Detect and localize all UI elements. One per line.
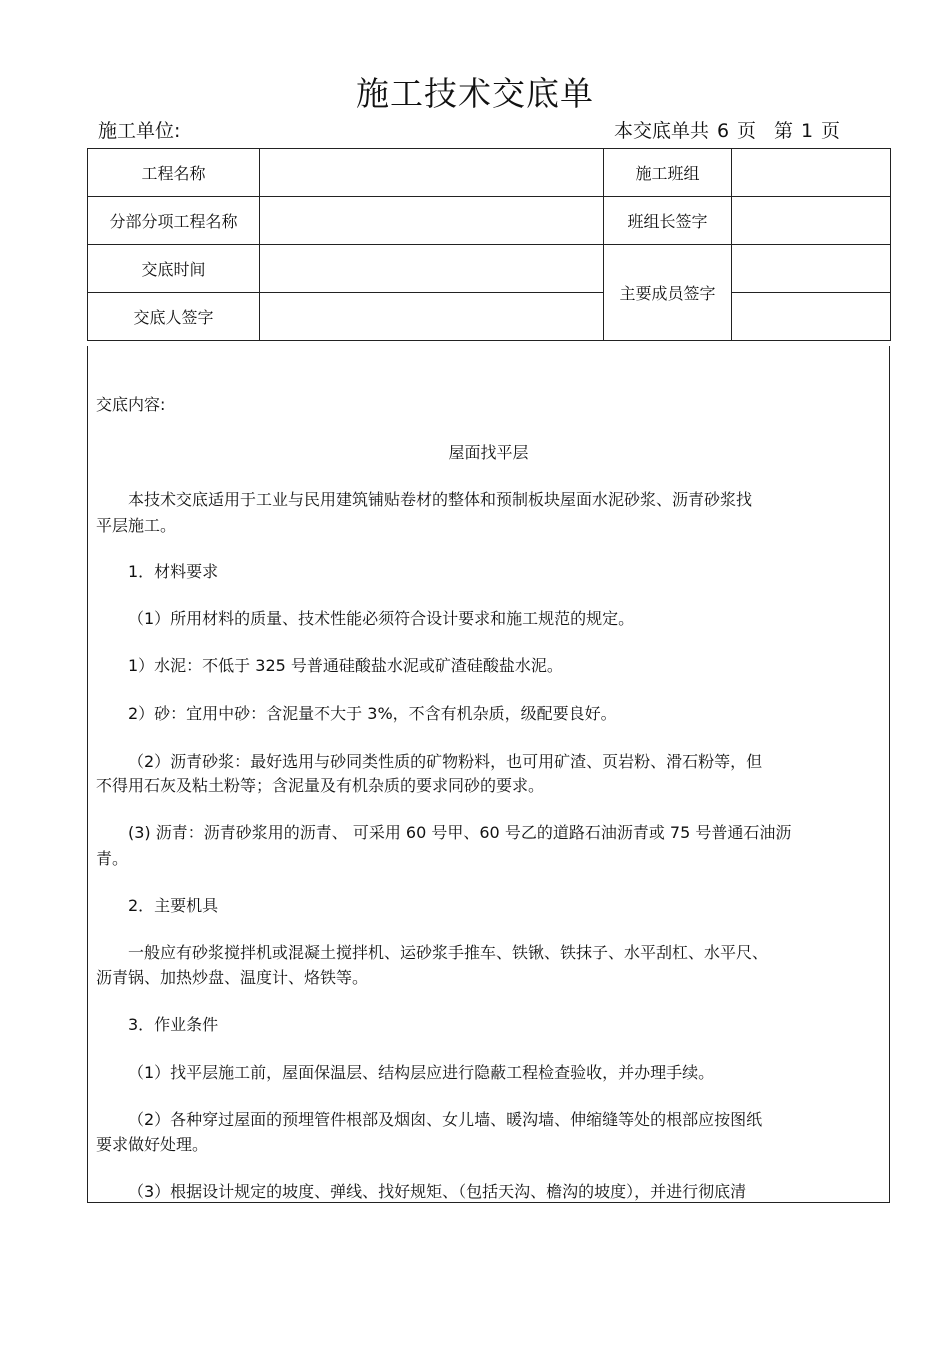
- paragraph-line: (3) 沥青：沥青砂浆用的沥青、 可采用 60 号甲、60 号乙的道路石油沥青或 75 号普通石油沥: [128, 823, 792, 842]
- paragraph-line: 本技术交底适用于工业与民用建筑铺贴卷材的整体和预制板块屋面水泥砂浆、沥青砂浆找: [128, 490, 753, 509]
- paragraph-line: （2）沥青砂浆：最好选用与砂同类性质的矿物粉料，也可用矿渣、页岩粉、滑石粉等，但: [128, 752, 763, 771]
- subproject-label: 分部分项工程名称: [88, 197, 260, 245]
- paragraph-line: 2）砂：宜用中砂：含泥量不大于 3%，不含有机杂质，级配要良好。: [128, 704, 617, 723]
- info-table: [87, 148, 891, 341]
- paragraph-line: 不得用石灰及粘土粉等；含泥量及有机杂质的要求同砂的要求。: [96, 776, 545, 795]
- paragraph-line: 青。: [96, 849, 129, 868]
- document-title: 施工技术交底单: [356, 74, 594, 113]
- paragraph-line: 要求做好处理。: [96, 1135, 209, 1154]
- section-heading: 3．作业条件: [128, 1015, 219, 1034]
- leader-sign-label: 班组长签字: [604, 197, 732, 245]
- paragraph-line: （3）根据设计规定的坡度、弹线、找好规矩、（包括天沟、檐沟的坡度），并进行彻底清: [128, 1182, 747, 1201]
- date-label: 交底时间: [88, 245, 260, 293]
- team-field[interactable]: [732, 149, 891, 197]
- date-field[interactable]: [260, 245, 604, 293]
- current-suffix: 页: [821, 120, 841, 142]
- content-area: [87, 346, 890, 1203]
- paragraph-line: 一般应有砂浆搅拌机或混凝土搅拌机、运砂浆手推车、铁锹、铁抹子、水平刮杠、水平尺、: [128, 943, 769, 962]
- members-sign-field-2[interactable]: [732, 293, 891, 341]
- current-page: 1: [801, 120, 814, 142]
- paragraph-line: 平层施工。: [96, 516, 177, 535]
- members-sign-label: 主要成员签字: [604, 245, 732, 341]
- page-unit: 页: [737, 120, 757, 142]
- project-name-field[interactable]: [260, 149, 604, 197]
- paragraph-line: 1）水泥：不低于 325 号普通硅酸盐水泥或矿渣硅酸盐水泥。: [128, 656, 563, 675]
- leader-sign-field[interactable]: [732, 197, 891, 245]
- paragraph-line: （1）找平层施工前，屋面保温层、结构层应进行隐蔽工程检查验收，并办理手续。: [128, 1063, 715, 1082]
- members-sign-field-1[interactable]: [732, 245, 891, 293]
- content-label: 交底内容:: [96, 395, 166, 414]
- current-prefix: 第: [774, 120, 794, 142]
- total-pages: 6: [716, 120, 730, 142]
- team-label: 施工班组: [604, 149, 732, 197]
- section-heading: 2．主要机具: [128, 896, 219, 915]
- pages-prefix: 本交底单共: [614, 120, 710, 142]
- content-heading: 屋面找平层: [448, 443, 529, 462]
- discloser-sign-label: 交底人签字: [88, 293, 260, 341]
- discloser-sign-field[interactable]: [260, 293, 604, 341]
- page-count: [614, 116, 840, 143]
- section-heading: 1．材料要求: [128, 562, 219, 581]
- project-name-label: 工程名称: [88, 149, 260, 197]
- subproject-field[interactable]: [260, 197, 604, 245]
- paragraph-line: （2）各种穿过屋面的预埋管件根部及烟囱、女儿墙、暖沟墙、伸缩缝等处的根部应按图纸: [128, 1110, 763, 1129]
- construction-unit-label: 施工单位:: [98, 120, 181, 142]
- paragraph-line: 沥青锅、加热炒盘、温度计、烙铁等。: [96, 968, 369, 987]
- paragraph-line: （1）所用材料的质量、技术性能必须符合设计要求和施工规范的规定。: [128, 609, 635, 628]
